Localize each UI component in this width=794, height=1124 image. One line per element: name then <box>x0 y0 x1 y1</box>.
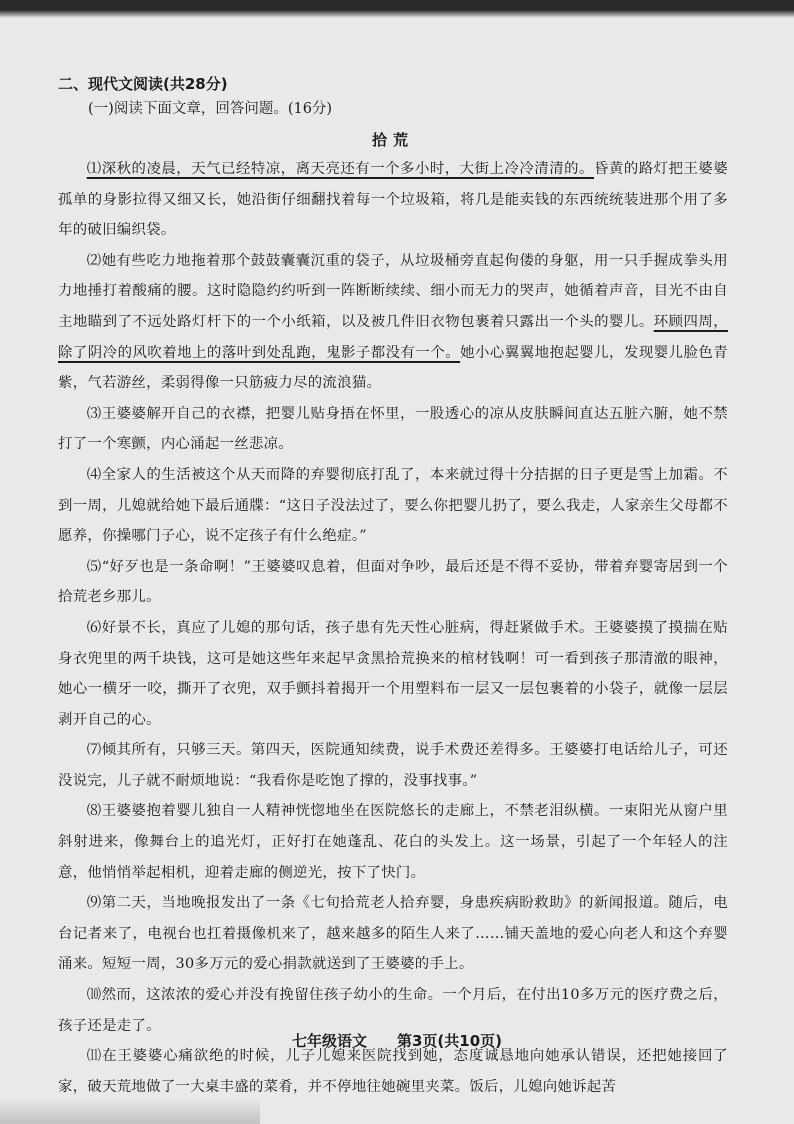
section-title: 二、现代文阅读(共28分) <box>58 75 228 93</box>
footer-subject: 七年级语文 <box>291 1032 367 1050</box>
exam-page <box>58 72 728 1102</box>
paragraph-2 <box>58 246 728 399</box>
paragraph-2-text-after: 她小心翼翼地抱起婴儿，发现婴儿脸色青紫，气若游丝，柔弱得像一只筋疲力尽的流浪猫。 <box>58 344 728 392</box>
paragraph-11: ⑾在王婆婆心痛欲绝的时候，儿子儿媳来医院找到她，态度诚恳地向她承认错误，还把她接回了家，破天荒地做了一大桌丰盛的菜肴，并不停地往她碗里夹菜。饭后，儿媳向她诉起苦 <box>58 1048 728 1095</box>
page-footer <box>0 1030 794 1051</box>
paragraph-5: ⑸“好歹也是一条命啊！”王婆婆叹息着，但面对争吵，最后还是不得不妥协，带着弃婴寄居到一个拾荒老乡那儿。 <box>58 558 728 606</box>
underlined-sentence-2: 环顾四周，除了阴冷的风吹着地上的落叶到处乱跑，鬼影子都没有一个。 <box>58 313 728 361</box>
underlined-sentence-1: ⑴深秋的凌晨，天气已经特凉，离天亮还有一个多小时，大街上冷冷清清的。 <box>86 161 594 177</box>
scan-top-edge <box>0 0 794 18</box>
paragraph-2-text-before: ⑵她有些吃力地拖着那个鼓鼓囊囊沉重的袋子，从垃圾桶旁直起佝偻的身躯，用一只手握成拳头用力地捶打着酸痛的腰。这时隐隐约约听到一阵断断续续、细小而无力的哭声，她循着声音，目光不由自主地瞄到了不远处路灯杆下的一个小纸箱，以及被几件旧衣物包裹着只露出一个头的婴儿。 <box>58 252 728 330</box>
paragraph-9: ⑼第二天，当地晚报发出了一条《七旬拾荒老人拾弃婴，身患疾病盼救助》的新闻报道。随后，电台记者来了，电视台也扛着摄像机来了，越来越多的陌生人来了……铺天盖地的爱心向老人和这个弃婴涌来。短短一周，30多万元的爱心捐款就送到了王婆婆的手上。 <box>58 895 728 973</box>
article-title: 拾荒 <box>371 131 414 149</box>
paragraph-1-text: 昏黄的路灯把王婆婆孤单的身影拉得又细又长，她沿街仔细翻找着每一个垃圾箱，将几是能卖钱的东西统统装进那个用了多年的破旧编织袋。 <box>58 161 729 239</box>
paragraph-1 <box>58 154 728 246</box>
footer-page-number: 第3页(共10页) <box>396 1032 503 1050</box>
paragraph-6: ⑹好景不长，真应了儿媳的那句话，孩子患有先天性心脏病，得赶紧做手术。王婆婆摸了摸揣在贴身衣兜里的两千块钱，这可是她这些年来起早贪黑拾荒换来的棺材钱啊！可一看到孩子那清澈的眼神，她心一横牙一咬，撕开了衣兜，双手颤抖着揭开一个用塑料布一层又一层包裹着的小袋子，就像一层层剥开自己的心。 <box>58 619 728 728</box>
section-instruction: (一)阅读下面文章，回答问题。(16分) <box>88 101 333 117</box>
paragraph-10: ⑽然而，这浓浓的爱心并没有挽留住孩子幼小的生命。一个月后，在付出10多万元的医疗费之后，孩子还是走了。 <box>58 987 728 1034</box>
paragraph-4: ⑷全家人的生活被这个从天而降的弃婴彻底打乱了，本来就过得十分拮据的日子更是雪上加霜。不到一周，儿媳就给她下最后通牒：“这日子没法过了，要么你把婴儿扔了，要么我走，人家亲生父母都不愿养，你操哪门子心，说不定孩子有什么绝症。” <box>58 466 728 545</box>
paragraph-8: ⑻王婆婆抱着婴儿独自一人精神恍惚地坐在医院悠长的走廊上，不禁老泪纵横。一束阳光从窗户里斜射进来，像舞台上的追光灯，正好打在她蓬乱、花白的头发上。这一场景，引起了一个年轻人的注意，他悄悄举起相机，迎着走廊的侧逆光，按下了快门。 <box>58 803 728 881</box>
paragraph-3: ⑶王婆婆解开自己的衣襟，把婴儿贴身捂在怀里，一股透心的凉从皮肤瞬间直达五脏六腑，她不禁打了一个寒颤，内心涌起一丝悲凉。 <box>58 405 728 453</box>
paragraph-7: ⑺倾其所有，只够三天。第四天，医院通知续费，说手术费还差得多。王婆婆打电话给儿子，可还没说完，儿子就不耐烦地说：“我看你是吃饱了撑的，没事找事。” <box>58 742 728 789</box>
